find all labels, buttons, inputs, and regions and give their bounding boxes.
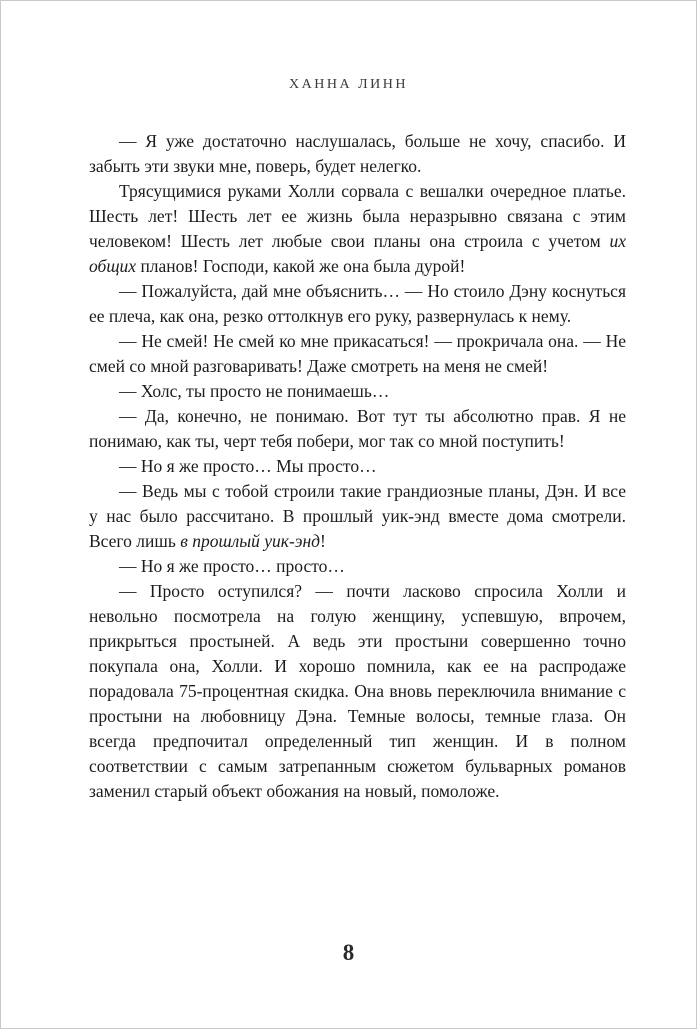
paragraph [89,554,626,579]
paragraph [89,129,626,179]
text-run: — Пожалуйста, дай мне объяснить… — Но стоило Дэну коснуться ее плеча, как она, резко оттолкнув его руку, развернулась к нему. [89,281,626,326]
text-run: — Но я же просто… просто… [119,556,345,576]
paragraph [89,479,626,554]
text-run: — Но я же просто… Мы просто… [119,456,377,476]
italic-run: в прошлый уик-энд [180,531,321,551]
paragraph [89,329,626,379]
text-run: Трясущимися руками Холли сорвала с вешалки очередное платье. Шесть лет! Шесть лет ее жизнь была неразрывно связана с этим человеком! Шесть лет любые свои планы она строила с учетом [89,181,626,251]
paragraph [89,454,626,479]
italic-run: их общих [89,231,626,276]
paragraph [89,579,626,804]
page-body [1,129,696,804]
paragraph [89,404,626,454]
page-number: 8 [342,940,355,965]
paragraph [89,379,626,404]
text-run: — Ведь мы с тобой строили такие грандиозные планы, Дэн. И все у нас было рассчитано. В прошлый уик-энд вместе дома смотрели. Всего лишь [89,481,626,551]
text-run: — Я уже достаточно наслушалась, больше не хочу, спасибо. И забыть эти звуки мне, поверь, будет нелегко. [89,131,626,176]
text-run: — Да, конечно, не понимаю. Вот тут ты абсолютно прав. Я не понимаю, как ты, черт тебя побери, мог так со мной поступить! [89,406,626,451]
text-run: — Не смей! Не смей ко мне прикасаться! — прокричала она. — Не смей со мной разговаривать! Даже смотреть на меня не смей! [89,331,626,376]
text-run: — Просто оступился? — почти ласково спросила Холли и невольно посмотрела на голую женщину, успевшую, впрочем, прикрыться простыней. А ведь эти простыни совершенно точно покупала она, Холли. И хорошо помнила, как ее на распродаже порадовала 75-процентная скидка. Она вновь переключила внимание с простыни на любовницу Дэна. Темные волосы, темные глаза. Он всегда предпочитал определенный тип женщин. И в полном соответствии с самым затрепанным сюжетом бульварных романов заменил старый объект обожания на новый, помоложе. [89,581,626,801]
paragraph [89,279,626,329]
text-run: ! [320,531,326,551]
text-run: — Холс, ты просто не понимаешь… [119,381,390,401]
text-run: планов! Господи, какой же она была дурой! [136,256,466,276]
running-header: ХАННА ЛИНН [289,77,408,92]
paragraph [89,179,626,279]
